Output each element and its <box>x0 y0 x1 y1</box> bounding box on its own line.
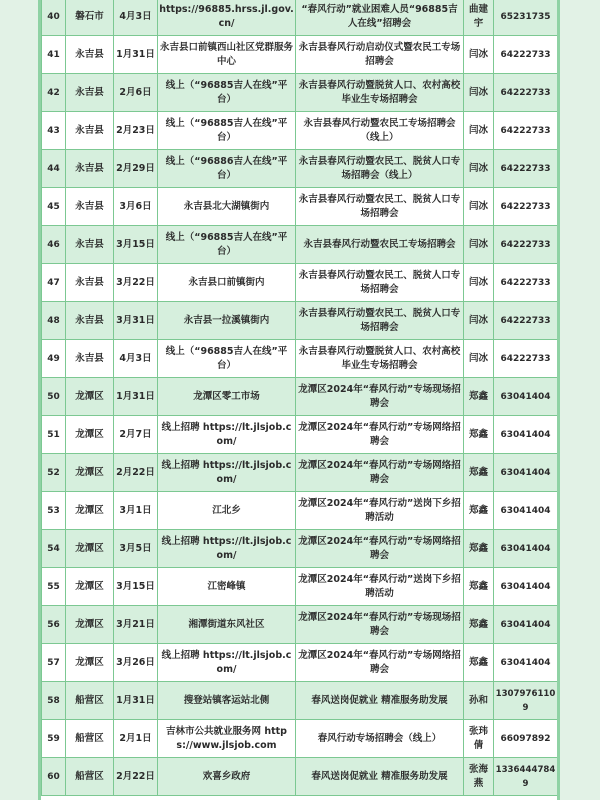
date-cell: 3月22日 <box>114 264 158 302</box>
phone-cell: 63041404 <box>494 606 558 644</box>
row-number-cell: 48 <box>42 302 66 340</box>
contact-person-cell: 郑鑫 <box>464 644 494 682</box>
table-row <box>42 378 558 416</box>
event-title-cell: 永吉县春风行动暨农民工专场招聘会 <box>296 226 464 264</box>
phone-cell: 64222733 <box>494 226 558 264</box>
date-cell: 3月15日 <box>114 226 158 264</box>
table-row <box>42 36 558 74</box>
contact-person-cell: 郑鑫 <box>464 568 494 606</box>
county-cell: 龙潭区 <box>66 416 114 454</box>
row-number-cell: 46 <box>42 226 66 264</box>
date-cell: 3月5日 <box>114 530 158 568</box>
phone-cell: 65231735 <box>494 0 558 36</box>
county-cell: 永吉县 <box>66 112 114 150</box>
county-cell: 龙潭区 <box>66 606 114 644</box>
phone-cell: 63041404 <box>494 644 558 682</box>
event-title-cell: 龙潭区2024年“春风行动”专场现场招聘会 <box>296 378 464 416</box>
county-cell: 船营区 <box>66 682 114 720</box>
location-cell: https://96885.hrss.jl.gov.cn/ <box>158 0 296 36</box>
event-title-cell: 龙潭区2024年“春风行动”专场网络招聘会 <box>296 644 464 682</box>
location-cell: 永吉县北大湖镇街内 <box>158 188 296 226</box>
date-cell: 4月3日 <box>114 340 158 378</box>
phone-cell: 64222733 <box>494 188 558 226</box>
schedule-table-frame <box>38 0 560 800</box>
job-fair-schedule-table <box>41 0 558 796</box>
location-cell: 永吉县一拉溪镇街内 <box>158 302 296 340</box>
county-cell: 龙潭区 <box>66 378 114 416</box>
date-cell: 2月23日 <box>114 112 158 150</box>
event-title-cell: 永吉县春风行动暨脱贫人口、农村高校毕业生专场招聘会 <box>296 340 464 378</box>
phone-cell: 64222733 <box>494 150 558 188</box>
contact-person-cell: 闫冰 <box>464 340 494 378</box>
date-cell: 3月1日 <box>114 492 158 530</box>
location-cell: 搜登站镇客运站北侧 <box>158 682 296 720</box>
phone-cell: 63041404 <box>494 568 558 606</box>
date-cell: 2月7日 <box>114 416 158 454</box>
phone-cell: 13364447849 <box>494 758 558 796</box>
county-cell: 永吉县 <box>66 302 114 340</box>
row-number-cell: 52 <box>42 454 66 492</box>
row-number-cell: 54 <box>42 530 66 568</box>
date-cell: 3月6日 <box>114 188 158 226</box>
phone-cell: 63041404 <box>494 492 558 530</box>
date-cell: 3月15日 <box>114 568 158 606</box>
date-cell: 3月26日 <box>114 644 158 682</box>
contact-person-cell: 闫冰 <box>464 74 494 112</box>
event-title-cell: 永吉县春风行动暨农民工、脱贫人口专场招聘会 <box>296 264 464 302</box>
row-number-cell: 49 <box>42 340 66 378</box>
row-number-cell: 60 <box>42 758 66 796</box>
county-cell: 龙潭区 <box>66 492 114 530</box>
table-row <box>42 302 558 340</box>
table-row <box>42 644 558 682</box>
contact-person-cell: 曲建宇 <box>464 0 494 36</box>
county-cell: 龙潭区 <box>66 530 114 568</box>
contact-person-cell: 张玮倩 <box>464 720 494 758</box>
phone-cell: 63041404 <box>494 416 558 454</box>
location-cell: 线上招聘 https://lt.jlsjob.com/ <box>158 416 296 454</box>
contact-person-cell: 闫冰 <box>464 36 494 74</box>
phone-cell: 13079761109 <box>494 682 558 720</box>
event-title-cell: 龙潭区2024年“春风行动”专场现场招聘会 <box>296 606 464 644</box>
event-title-cell: 永吉县春风行动暨农民工专场招聘会（线上） <box>296 112 464 150</box>
table-row <box>42 530 558 568</box>
date-cell: 1月31日 <box>114 682 158 720</box>
table-row <box>42 340 558 378</box>
table-row <box>42 720 558 758</box>
location-cell: 线上（“96885吉人在线”平台） <box>158 74 296 112</box>
location-cell: 线上（“96886吉人在线”平台） <box>158 150 296 188</box>
row-number-cell: 57 <box>42 644 66 682</box>
table-row <box>42 74 558 112</box>
contact-person-cell: 闫冰 <box>464 150 494 188</box>
location-cell: 龙潭区零工市场 <box>158 378 296 416</box>
date-cell: 1月31日 <box>114 378 158 416</box>
event-title-cell: 春风行动专场招聘会（线上） <box>296 720 464 758</box>
contact-person-cell: 闫冰 <box>464 264 494 302</box>
row-number-cell: 53 <box>42 492 66 530</box>
table-row <box>42 416 558 454</box>
contact-person-cell: 郑鑫 <box>464 416 494 454</box>
event-title-cell: 春风送岗促就业 精准服务助发展 <box>296 758 464 796</box>
county-cell: 永吉县 <box>66 264 114 302</box>
date-cell: 3月21日 <box>114 606 158 644</box>
county-cell: 磐石市 <box>66 0 114 36</box>
table-row <box>42 112 558 150</box>
county-cell: 船营区 <box>66 758 114 796</box>
contact-person-cell: 张海燕 <box>464 758 494 796</box>
row-number-cell: 44 <box>42 150 66 188</box>
event-title-cell: 永吉县春风行动暨农民工、脱贫人口专场招聘会 <box>296 302 464 340</box>
location-cell: 线上招聘 https://lt.jlsjob.com/ <box>158 454 296 492</box>
phone-cell: 63041404 <box>494 454 558 492</box>
table-row <box>42 682 558 720</box>
date-cell: 1月31日 <box>114 36 158 74</box>
county-cell: 龙潭区 <box>66 644 114 682</box>
county-cell: 永吉县 <box>66 340 114 378</box>
contact-person-cell: 郑鑫 <box>464 530 494 568</box>
table-row <box>42 606 558 644</box>
event-title-cell: “春风行动”就业困难人员“96885吉人在线”招聘会 <box>296 0 464 36</box>
phone-cell: 64222733 <box>494 340 558 378</box>
county-cell: 船营区 <box>66 720 114 758</box>
table-row <box>42 150 558 188</box>
date-cell: 2月1日 <box>114 720 158 758</box>
table-row <box>42 492 558 530</box>
row-number-cell: 58 <box>42 682 66 720</box>
event-title-cell: 龙潭区2024年“春风行动”送岗下乡招聘活动 <box>296 568 464 606</box>
event-title-cell: 永吉县春风行动暨农民工、脱贫人口专场招聘会（线上） <box>296 150 464 188</box>
phone-cell: 64222733 <box>494 302 558 340</box>
county-cell: 龙潭区 <box>66 568 114 606</box>
event-title-cell: 龙潭区2024年“春风行动”专场网络招聘会 <box>296 416 464 454</box>
row-number-cell: 51 <box>42 416 66 454</box>
phone-cell: 66097892 <box>494 720 558 758</box>
contact-person-cell: 孙和 <box>464 682 494 720</box>
row-number-cell: 47 <box>42 264 66 302</box>
contact-person-cell: 闫冰 <box>464 188 494 226</box>
row-number-cell: 50 <box>42 378 66 416</box>
table-row <box>42 188 558 226</box>
contact-person-cell: 郑鑫 <box>464 378 494 416</box>
event-title-cell: 龙潭区2024年“春风行动”专场网络招聘会 <box>296 454 464 492</box>
event-title-cell: 龙潭区2024年“春风行动”送岗下乡招聘活动 <box>296 492 464 530</box>
contact-person-cell: 郑鑫 <box>464 454 494 492</box>
table-row <box>42 0 558 36</box>
date-cell: 2月29日 <box>114 150 158 188</box>
row-number-cell: 45 <box>42 188 66 226</box>
contact-person-cell: 闫冰 <box>464 302 494 340</box>
row-number-cell: 56 <box>42 606 66 644</box>
table-row <box>42 454 558 492</box>
location-cell: 线上招聘 https://lt.jlsjob.com/ <box>158 530 296 568</box>
event-title-cell: 永吉县春风行动启动仪式暨农民工专场招聘会 <box>296 36 464 74</box>
phone-cell: 64222733 <box>494 112 558 150</box>
table-row <box>42 264 558 302</box>
phone-cell: 64222733 <box>494 264 558 302</box>
row-number-cell: 59 <box>42 720 66 758</box>
location-cell: 线上招聘 https://lt.jlsjob.com/ <box>158 644 296 682</box>
phone-cell: 64222733 <box>494 36 558 74</box>
date-cell: 2月6日 <box>114 74 158 112</box>
contact-person-cell: 闫冰 <box>464 226 494 264</box>
row-number-cell: 55 <box>42 568 66 606</box>
location-cell: 吉林市公共就业服务网 https://www.jlsjob.com <box>158 720 296 758</box>
location-cell: 永吉县口前镇街内 <box>158 264 296 302</box>
date-cell: 4月3日 <box>114 0 158 36</box>
county-cell: 永吉县 <box>66 188 114 226</box>
table-body <box>42 0 558 796</box>
contact-person-cell: 闫冰 <box>464 112 494 150</box>
location-cell: 江密峰镇 <box>158 568 296 606</box>
date-cell: 3月31日 <box>114 302 158 340</box>
county-cell: 龙潭区 <box>66 454 114 492</box>
row-number-cell: 41 <box>42 36 66 74</box>
location-cell: 线上（“96885吉人在线”平台） <box>158 112 296 150</box>
event-title-cell: 永吉县春风行动暨脱贫人口、农村高校毕业生专场招聘会 <box>296 74 464 112</box>
date-cell: 2月22日 <box>114 758 158 796</box>
location-cell: 湘潭街道东风社区 <box>158 606 296 644</box>
date-cell: 2月22日 <box>114 454 158 492</box>
location-cell: 欢喜乡政府 <box>158 758 296 796</box>
event-title-cell: 永吉县春风行动暨农民工、脱贫人口专场招聘会 <box>296 188 464 226</box>
row-number-cell: 42 <box>42 74 66 112</box>
location-cell: 江北乡 <box>158 492 296 530</box>
table-row <box>42 226 558 264</box>
phone-cell: 63041404 <box>494 378 558 416</box>
county-cell: 永吉县 <box>66 226 114 264</box>
contact-person-cell: 郑鑫 <box>464 492 494 530</box>
location-cell: 线上（“96885吉人在线”平台） <box>158 226 296 264</box>
phone-cell: 63041404 <box>494 530 558 568</box>
phone-cell: 64222733 <box>494 74 558 112</box>
location-cell: 永吉县口前镇西山社区党群服务中心 <box>158 36 296 74</box>
table-row <box>42 568 558 606</box>
county-cell: 永吉县 <box>66 74 114 112</box>
county-cell: 永吉县 <box>66 36 114 74</box>
county-cell: 永吉县 <box>66 150 114 188</box>
contact-person-cell: 郑鑫 <box>464 606 494 644</box>
location-cell: 线上（“96885吉人在线”平台） <box>158 340 296 378</box>
table-row <box>42 758 558 796</box>
row-number-cell: 40 <box>42 0 66 36</box>
row-number-cell: 43 <box>42 112 66 150</box>
event-title-cell: 龙潭区2024年“春风行动”专场网络招聘会 <box>296 530 464 568</box>
event-title-cell: 春风送岗促就业 精准服务助发展 <box>296 682 464 720</box>
